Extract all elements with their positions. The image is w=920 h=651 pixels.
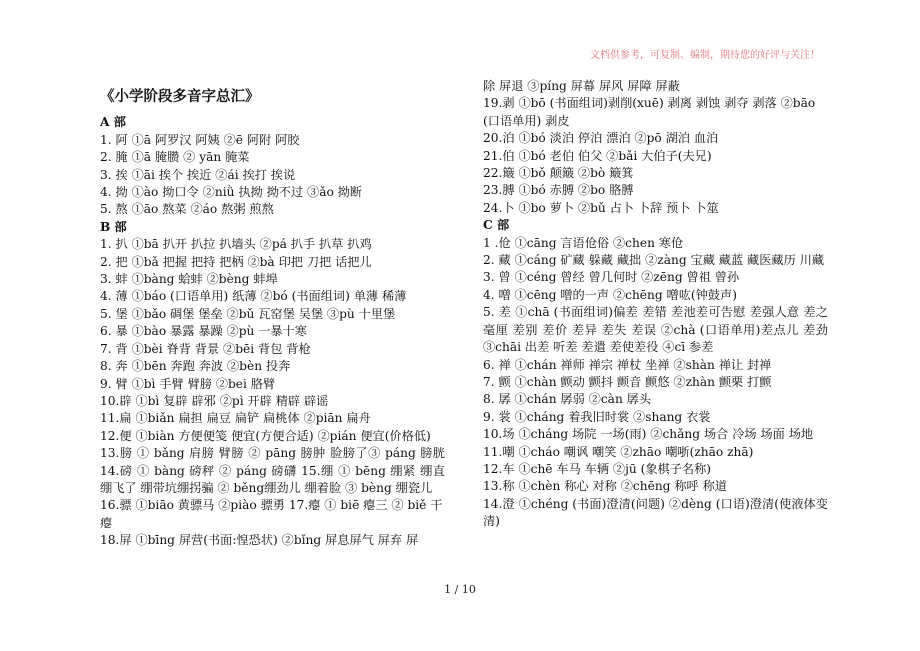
entry-line: 9. 裳 ①cháng 着我旧时裳 ②shang 衣裳 [483,409,711,424]
entry-line: 9. 臂 ①bì 手臂 臂膀 ②bei 胳臂 [100,376,276,391]
entry-line: 5. 堡 ①bǎo 碉堡 堡垒 ②bǔ 瓦窑堡 吴堡 ③pù 十里堡 [100,306,396,321]
entry-line: 12.车 ①chē 车马 车辆 ②jū (象棋子名称) [483,461,712,476]
right-column [483,78,828,531]
entry-line: 7. 颤 ①chàn 颤动 颤抖 颤音 颤悠 ②zhàn 颤栗 打颤 [483,374,772,389]
entry-line: 18.屏 ①bīng 屏营(书面:惶恐状) ②bǐng 屏息屏气 屏弃 屏 [100,533,419,548]
entry-line: 12.便 ①biàn 方便便笺 便宜(方便合适) ②pián 便宜(价格低) [100,428,431,443]
entry-line: 8. 孱 ①chán 孱弱 ②càn 孱头 [483,392,652,407]
entry-line: 8. 奔 ①bēn 奔跑 奔波 ②bèn 投奔 [100,359,291,374]
left-entries [100,114,445,549]
entry-line: 1. 扒 ①bā 扒开 扒拉 扒墙头 ②pá 扒手 扒草 扒鸡 [100,237,372,252]
section-heading: B 部 [100,219,127,234]
entry-line: 2. 把 ①bǎ 把握 把持 把柄 ②bà 印把 刀把 话把儿 [100,254,372,269]
entry-line: 13.称 ①chèn 称心 对称 ②chēng 称呼 称道 [483,479,727,494]
entry-line: 11.嘲 ①cháo 嘲讽 嘲笑 ②zhāo 嘲哳(zhāo zhā) [483,444,754,459]
entry-line: 5. 差 ①chā (书面组词)偏差 差错 差池差可告慰 差强人意 差之毫厘 差别 差价 差异 差失 差误 ②chà (口语单用)差点儿 差劲 ③chāi 出差 听差 差遣 差使差役 ④cī 参差 [483,305,828,355]
entry-line: 4. 拗 ①ào 拗口令 ②niǜ 执拗 拗不过 ③ǎo 拗断 [100,185,363,200]
entry-line: 13.膀 ① bǎng 肩膀 臂膀 ② pāng 膀肿 脸膀了③ páng 膀胱 14.磅 ① bàng 磅秤 ② páng 磅礴 15.绷 ① bēng 绷紧 绷直 绷飞了 绷带坑绷拐骗 ② běng绷劲儿 绷着脸 ③ bèng 绷瓷儿 [100,446,445,495]
left-column [100,88,445,550]
right-entries [483,78,828,531]
entry-line: 4. 薄 ①báo (口语单用) 纸薄 ②bó (书面组词) 单薄 稀薄 [100,289,407,304]
entry-line: 7. 背 ①bèi 脊背 背景 ②bēi 背包 背枪 [100,341,311,356]
entry-line: 16.骠 ①biāo 黄骠马 ②piào 骠勇 17.瘪 ① biē 瘪三 ② biě 干瘪 [100,498,443,530]
entry-line: 1 .伧 ①cāng 言语伧俗 ②chen 寒伧 [483,235,684,250]
entry-line: 2. 腌 ①ā 腌臜 ② yān 腌菜 [100,150,250,165]
entry-line: 4. 噌 ①cēng 噌的一声 ②chēng 噌吰(钟鼓声) [483,287,737,302]
entry-line: 3. 蚌 ①bàng 蛤蚌 ②bèng 蚌埠 [100,272,278,287]
entry-line: 23.膊 ①bó 赤膊 ②bo 胳膊 [483,183,634,198]
entry-line: 20.泊 ①bó 淡泊 停泊 漂泊 ②pō 湖泊 血泊 [483,131,719,146]
entry-line: 19.剥 ①bō (书面组词)剥削(xuē) 剥离 剥蚀 剥夺 剥落 ②bāo (口语单用) 剥皮 [483,96,816,128]
entry-line: 14.澄 ①chéng (书面)澄清(问题) ②dèng (口语)澄清(使液体变清) [483,496,828,529]
entry-line: 6. 暴 ①bào 暴露 暴躁 ②pù 一暴十寒 [100,324,307,339]
section-heading: A 部 [100,115,126,130]
watermark-text: 文档供参考，可复制、编制，期待您的好评与关注！ [590,50,820,61]
entry-line: 3. 挨 ①āi 挨个 挨近 ②ái 挨打 挨说 [100,167,296,182]
document-title: 《小学阶段多音字总汇》 [100,88,260,105]
page-number: 1 / 10 [444,583,476,596]
entry-line: 除 屏退 ③píng 屏幕 屏风 屏障 屏蔽 [483,79,680,93]
entry-line: 5. 熬 ①āo 熬菜 ②áo 熬粥 煎熬 [100,202,274,217]
entry-line: 24.卜 ①bo 萝卜 ②bǔ 占卜 卜辞 预卜 卜筮 [483,200,719,215]
entry-line: 22.簸 ①bǒ 颠簸 ②bò 簸箕 [483,166,634,181]
entry-line: 10.场 ①cháng 场院 一场(雨) ②chǎng 场合 冷场 场面 场地 [483,427,814,442]
entry-line: 11.扁 ①biǎn 扁担 扁豆 扁铲 扁桃体 ②piān 扁舟 [100,411,371,426]
section-heading: C 部 [483,218,510,233]
entry-line: 10.辟 ①bì 复辟 辟邪 ②pì 开辟 精辟 辟谣 [100,393,329,408]
entry-line: 6. 禅 ①chán 禅师 禅宗 禅杖 坐禅 ②shàn 禅让 封禅 [483,357,772,372]
entry-line: 3. 曾 ①céng 曾经 曾几何时 ②zēng 曾祖 曾孙 [483,270,740,285]
entry-line: 2. 藏 ①cáng 矿藏 躲藏 藏拙 ②zàng 宝藏 藏蓝 藏医藏历 川藏 [483,253,825,268]
entry-line: 1. 阿 ①ā 阿罗汉 阿姨 ②ē 阿附 阿胶 [100,132,300,147]
entry-line: 21.伯 ①bó 老伯 伯父 ②bǎi 大伯子(夫兄) [483,148,712,163]
